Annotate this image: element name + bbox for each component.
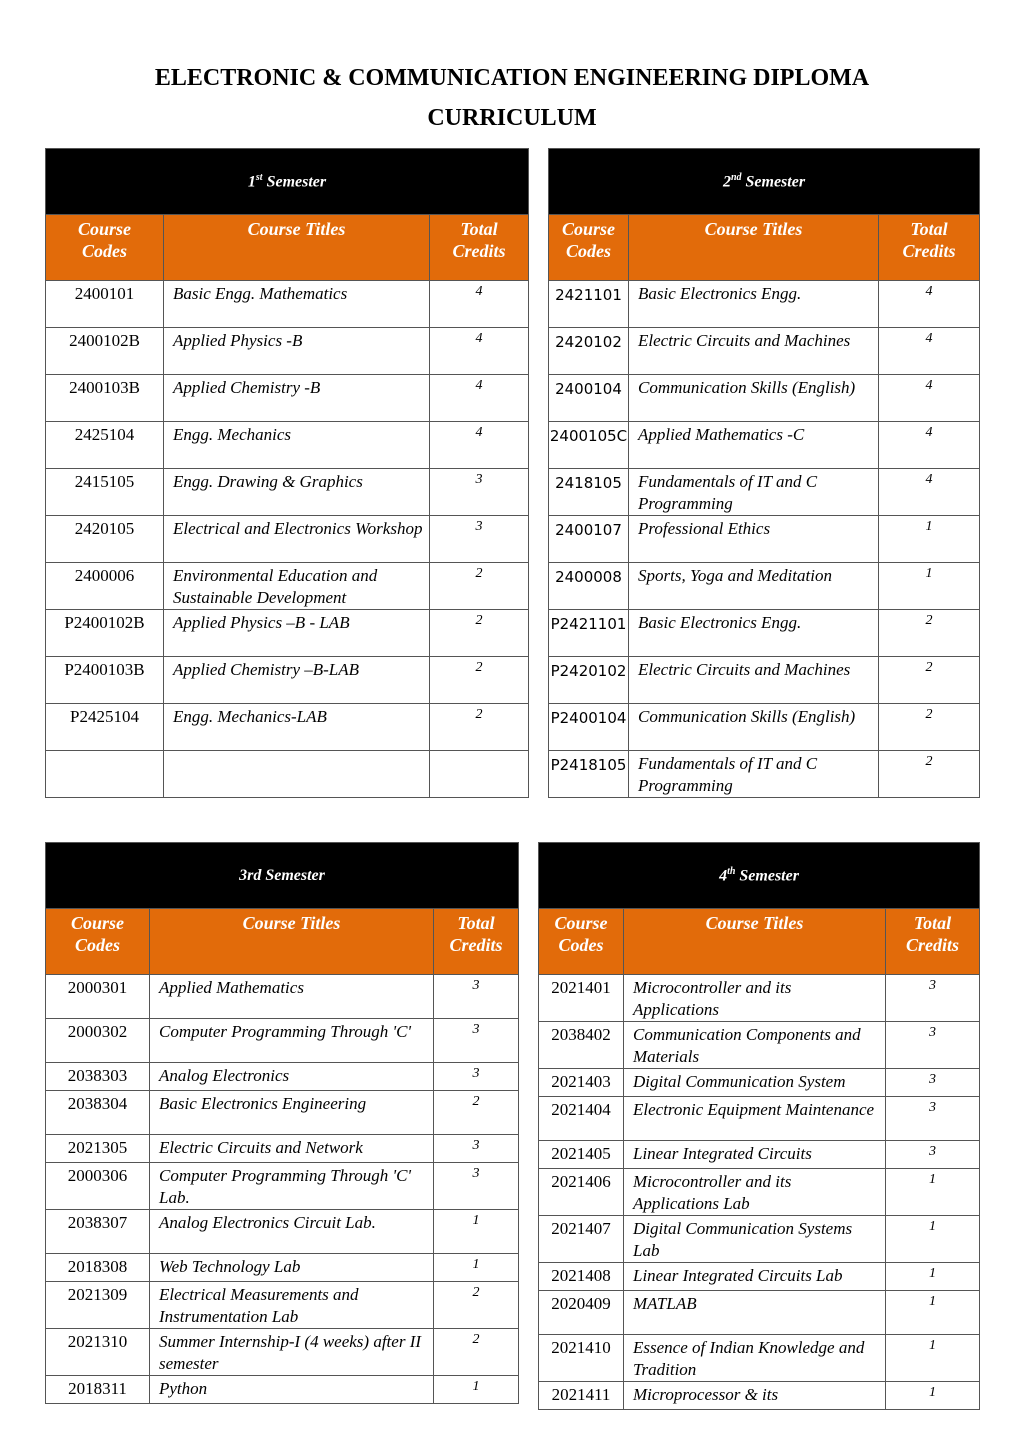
table-row bbox=[46, 375, 529, 422]
table-row bbox=[539, 1097, 980, 1141]
course-code: 2021403 bbox=[539, 1069, 624, 1097]
course-title: Linear Integrated Circuits bbox=[624, 1141, 886, 1169]
course-code: 2400008 bbox=[549, 563, 629, 610]
table-row bbox=[46, 422, 529, 469]
course-code: 2038303 bbox=[46, 1063, 150, 1091]
column-header-course-codes bbox=[549, 215, 629, 281]
table-row bbox=[539, 1335, 980, 1382]
semester-2-heading: 2nd Semester bbox=[549, 149, 980, 215]
course-code: 2018308 bbox=[46, 1254, 150, 1282]
table-row bbox=[46, 1210, 519, 1254]
course-credits: 1 bbox=[886, 1169, 980, 1216]
table-row bbox=[46, 1063, 519, 1091]
table-row bbox=[46, 704, 529, 751]
column-header-course-titles: Course Titles bbox=[624, 909, 886, 975]
course-title: Electric Circuits and Network bbox=[150, 1135, 434, 1163]
course-credits bbox=[430, 751, 529, 798]
table-row bbox=[539, 1291, 980, 1335]
course-code: 2021410 bbox=[539, 1335, 624, 1382]
course-credits: 2 bbox=[879, 657, 980, 704]
course-code: P2400102B bbox=[46, 610, 164, 657]
course-code: 2415105 bbox=[46, 469, 164, 516]
course-title: Computer Programming Through 'C' Lab. bbox=[150, 1163, 434, 1210]
course-credits: 1 bbox=[886, 1263, 980, 1291]
course-title: Microcontroller and its Applications Lab bbox=[624, 1169, 886, 1216]
column-header-course-titles: Course Titles bbox=[629, 215, 879, 281]
course-credits: 1 bbox=[886, 1335, 980, 1382]
course-code: 2038307 bbox=[46, 1210, 150, 1254]
course-title: Electrical and Electronics Workshop bbox=[164, 516, 430, 563]
course-code: 2021401 bbox=[539, 975, 624, 1022]
course-credits: 3 bbox=[886, 1141, 980, 1169]
course-credits: 4 bbox=[879, 328, 980, 375]
course-credits: 3 bbox=[434, 1019, 519, 1063]
semester-2-table bbox=[548, 148, 980, 798]
course-title: Applied Chemistry -B bbox=[164, 375, 430, 422]
column-header-codes-line1: Course bbox=[554, 913, 608, 933]
course-title: Communication Skills (English) bbox=[629, 704, 879, 751]
table-row bbox=[539, 1169, 980, 1216]
course-credits: 1 bbox=[886, 1382, 980, 1410]
table-row bbox=[539, 1263, 980, 1291]
course-credits: 3 bbox=[434, 1163, 519, 1210]
course-credits: 1 bbox=[434, 1254, 519, 1282]
table-row bbox=[549, 704, 980, 751]
course-credits: 3 bbox=[430, 516, 529, 563]
course-title: Electric Circuits and Machines bbox=[629, 657, 879, 704]
table-row bbox=[46, 1282, 519, 1329]
course-credits: 3 bbox=[434, 975, 519, 1019]
table-row bbox=[539, 1022, 980, 1069]
course-code: 2021406 bbox=[539, 1169, 624, 1216]
column-header-codes-line2: Codes bbox=[75, 935, 120, 955]
table-row bbox=[46, 469, 529, 516]
column-header-codes-line2: Codes bbox=[558, 935, 604, 955]
course-credits: 1 bbox=[886, 1216, 980, 1263]
table-row bbox=[46, 751, 529, 798]
column-header-total-credits bbox=[886, 909, 980, 975]
column-header-credits-line1: Total bbox=[457, 913, 495, 933]
course-code: 2021309 bbox=[46, 1282, 150, 1329]
table-row bbox=[46, 1163, 519, 1210]
column-header-codes-line1: Course bbox=[77, 219, 131, 239]
column-header-course-codes bbox=[46, 215, 164, 281]
course-title: Python bbox=[150, 1376, 434, 1404]
course-code: 2038402 bbox=[539, 1022, 624, 1069]
column-header-total-credits bbox=[430, 215, 529, 281]
course-code: 2000301 bbox=[46, 975, 150, 1019]
course-code: 2400107 bbox=[549, 516, 629, 563]
table-row bbox=[46, 1329, 519, 1376]
course-code: P2400103B bbox=[46, 657, 164, 704]
course-title: Electric Circuits and Machines bbox=[629, 328, 879, 375]
column-header-credits-line1: Total bbox=[913, 913, 952, 933]
table-row bbox=[549, 469, 980, 516]
table-row bbox=[46, 610, 529, 657]
table-row bbox=[46, 281, 529, 328]
page-title-line-1: ELECTRONIC & COMMUNICATION ENGINEERING DIPLOMA bbox=[154, 65, 870, 91]
column-header-credits-line1: Total bbox=[910, 219, 948, 239]
table-row bbox=[549, 563, 980, 610]
course-code: 2400104 bbox=[549, 375, 629, 422]
course-code: P2425104 bbox=[46, 704, 164, 751]
course-title: Applied Physics -B bbox=[164, 328, 430, 375]
page-title-line-2: CURRICULUM bbox=[427, 105, 597, 131]
table-row bbox=[549, 751, 980, 798]
course-code: 2021407 bbox=[539, 1216, 624, 1263]
course-code: 2021305 bbox=[46, 1135, 150, 1163]
column-header-credits-line1: Total bbox=[460, 219, 498, 239]
course-credits: 1 bbox=[434, 1210, 519, 1254]
semester-1-table bbox=[45, 148, 529, 798]
course-title: Sports, Yoga and Meditation bbox=[629, 563, 879, 610]
course-code: 2421101 bbox=[549, 281, 629, 328]
table-row bbox=[46, 657, 529, 704]
course-credits: 3 bbox=[434, 1135, 519, 1163]
table-row bbox=[539, 1069, 980, 1097]
table-row bbox=[539, 1382, 980, 1410]
course-credits: 4 bbox=[879, 281, 980, 328]
course-credits: 4 bbox=[430, 375, 529, 422]
course-code: 2425104 bbox=[46, 422, 164, 469]
course-credits: 4 bbox=[430, 281, 529, 328]
course-credits: 2 bbox=[430, 563, 529, 610]
course-title: Engg. Drawing & Graphics bbox=[164, 469, 430, 516]
course-credits: 3 bbox=[886, 975, 980, 1022]
course-title: Electrical Measurements and Instrumentation Lab bbox=[150, 1282, 434, 1329]
course-code: 2418105 bbox=[549, 469, 629, 516]
column-header-course-codes bbox=[539, 909, 624, 975]
course-credits: 4 bbox=[879, 469, 980, 516]
course-title: Basic Engg. Mathematics bbox=[164, 281, 430, 328]
column-header-total-credits bbox=[434, 909, 519, 975]
table-row bbox=[46, 1254, 519, 1282]
column-header-course-titles: Course Titles bbox=[164, 215, 430, 281]
column-header-codes-line1: Course bbox=[561, 219, 615, 239]
course-title bbox=[164, 751, 430, 798]
course-code: 2021404 bbox=[539, 1097, 624, 1141]
course-code: P2420102 bbox=[549, 657, 629, 704]
course-title: Linear Integrated Circuits Lab bbox=[624, 1263, 886, 1291]
course-credits: 2 bbox=[879, 704, 980, 751]
course-code: 2400105C bbox=[549, 422, 629, 469]
course-code: P2400104 bbox=[549, 704, 629, 751]
column-header-codes-line1: Course bbox=[70, 913, 124, 933]
course-title: Digital Communication System bbox=[624, 1069, 886, 1097]
course-credits: 1 bbox=[879, 563, 980, 610]
semester-4-table bbox=[538, 842, 980, 1410]
course-credits: 2 bbox=[879, 610, 980, 657]
course-credits: 3 bbox=[434, 1063, 519, 1091]
course-code: 2400101 bbox=[46, 281, 164, 328]
course-title: MATLAB bbox=[624, 1291, 886, 1335]
column-header-codes-line2: Codes bbox=[566, 241, 611, 261]
table-row bbox=[549, 657, 980, 704]
course-title: Environmental Education and Sustainable Development bbox=[164, 563, 430, 610]
course-code: 2420102 bbox=[549, 328, 629, 375]
course-code: 2400006 bbox=[46, 563, 164, 610]
table-row bbox=[46, 1376, 519, 1404]
course-code bbox=[46, 751, 164, 798]
course-title: Applied Mathematics -C bbox=[629, 422, 879, 469]
course-credits: 2 bbox=[430, 704, 529, 751]
course-credits: 4 bbox=[430, 422, 529, 469]
semester-3-table bbox=[45, 842, 519, 1404]
course-title: Summer Internship-I (4 weeks) after II semester bbox=[150, 1329, 434, 1376]
table-row bbox=[549, 281, 980, 328]
course-title: Communication Components and Materials bbox=[624, 1022, 886, 1069]
course-credits: 2 bbox=[879, 751, 980, 798]
course-code: 2020409 bbox=[539, 1291, 624, 1335]
course-code: P2421101 bbox=[549, 610, 629, 657]
course-title: Basic Electronics Engineering bbox=[150, 1091, 434, 1135]
course-credits: 3 bbox=[430, 469, 529, 516]
course-code: 2000302 bbox=[46, 1019, 150, 1063]
column-header-course-titles: Course Titles bbox=[150, 909, 434, 975]
course-title: Basic Electronics Engg. bbox=[629, 281, 879, 328]
column-header-course-codes bbox=[46, 909, 150, 975]
course-credits: 2 bbox=[430, 657, 529, 704]
course-title: Applied Chemistry –B-LAB bbox=[164, 657, 430, 704]
course-title: Microcontroller and its Applications bbox=[624, 975, 886, 1022]
table-row bbox=[46, 1091, 519, 1135]
course-credits: 3 bbox=[886, 1097, 980, 1141]
semester-4-heading: 4th Semester bbox=[539, 843, 980, 909]
course-code: 2400102B bbox=[46, 328, 164, 375]
course-credits: 4 bbox=[430, 328, 529, 375]
table-row bbox=[46, 516, 529, 563]
column-header-credits-line2: Credits bbox=[449, 935, 503, 955]
course-credits: 4 bbox=[879, 422, 980, 469]
course-code: 2021411 bbox=[539, 1382, 624, 1410]
course-title: Applied Mathematics bbox=[150, 975, 434, 1019]
column-header-codes-line2: Codes bbox=[82, 241, 127, 261]
table-row bbox=[549, 610, 980, 657]
table-row bbox=[46, 975, 519, 1019]
table-row bbox=[539, 975, 980, 1022]
course-credits: 3 bbox=[886, 1022, 980, 1069]
course-credits: 2 bbox=[434, 1091, 519, 1135]
course-code: 2021310 bbox=[46, 1329, 150, 1376]
column-header-credits-line2: Credits bbox=[452, 241, 506, 261]
course-code: 2021405 bbox=[539, 1141, 624, 1169]
course-title: Professional Ethics bbox=[629, 516, 879, 563]
semester-1-heading: 1st Semester bbox=[46, 149, 529, 215]
table-row bbox=[46, 328, 529, 375]
table-row bbox=[539, 1141, 980, 1169]
course-code: 2400103B bbox=[46, 375, 164, 422]
course-code: 2018311 bbox=[46, 1376, 150, 1404]
course-credits: 2 bbox=[434, 1329, 519, 1376]
course-credits: 2 bbox=[434, 1282, 519, 1329]
table-row bbox=[539, 1216, 980, 1263]
page-title bbox=[0, 58, 1024, 138]
table-row bbox=[46, 563, 529, 610]
semester-3-heading: 3rd Semester bbox=[46, 843, 519, 909]
course-title: Computer Programming Through 'C' bbox=[150, 1019, 434, 1063]
column-header-total-credits bbox=[879, 215, 980, 281]
course-credits: 1 bbox=[886, 1291, 980, 1335]
course-title: Electronic Equipment Maintenance bbox=[624, 1097, 886, 1141]
course-credits: 3 bbox=[886, 1069, 980, 1097]
course-credits: 4 bbox=[879, 375, 980, 422]
course-code: 2038304 bbox=[46, 1091, 150, 1135]
course-title: Microprocessor & its bbox=[624, 1382, 886, 1410]
course-credits: 2 bbox=[430, 610, 529, 657]
course-title: Web Technology Lab bbox=[150, 1254, 434, 1282]
table-row bbox=[46, 1135, 519, 1163]
course-credits: 1 bbox=[879, 516, 980, 563]
course-title: Applied Physics –B - LAB bbox=[164, 610, 430, 657]
course-code: 2021408 bbox=[539, 1263, 624, 1291]
course-title: Fundamentals of IT and C Programming bbox=[629, 469, 879, 516]
table-row bbox=[549, 422, 980, 469]
course-title: Engg. Mechanics bbox=[164, 422, 430, 469]
course-title: Analog Electronics Circuit Lab. bbox=[150, 1210, 434, 1254]
table-row bbox=[549, 375, 980, 422]
course-credits: 1 bbox=[434, 1376, 519, 1404]
course-title: Digital Communication Systems Lab bbox=[624, 1216, 886, 1263]
course-code: 2000306 bbox=[46, 1163, 150, 1210]
column-header-credits-line2: Credits bbox=[906, 935, 960, 955]
column-header-credits-line2: Credits bbox=[902, 241, 956, 261]
course-code: 2420105 bbox=[46, 516, 164, 563]
table-row bbox=[549, 328, 980, 375]
course-title: Engg. Mechanics-LAB bbox=[164, 704, 430, 751]
table-row bbox=[549, 516, 980, 563]
course-title: Fundamentals of IT and C Programming bbox=[629, 751, 879, 798]
course-title: Basic Electronics Engg. bbox=[629, 610, 879, 657]
course-title: Communication Skills (English) bbox=[629, 375, 879, 422]
course-code: P2418105 bbox=[549, 751, 629, 798]
course-title: Essence of Indian Knowledge and Tradition bbox=[624, 1335, 886, 1382]
table-row bbox=[46, 1019, 519, 1063]
course-title: Analog Electronics bbox=[150, 1063, 434, 1091]
